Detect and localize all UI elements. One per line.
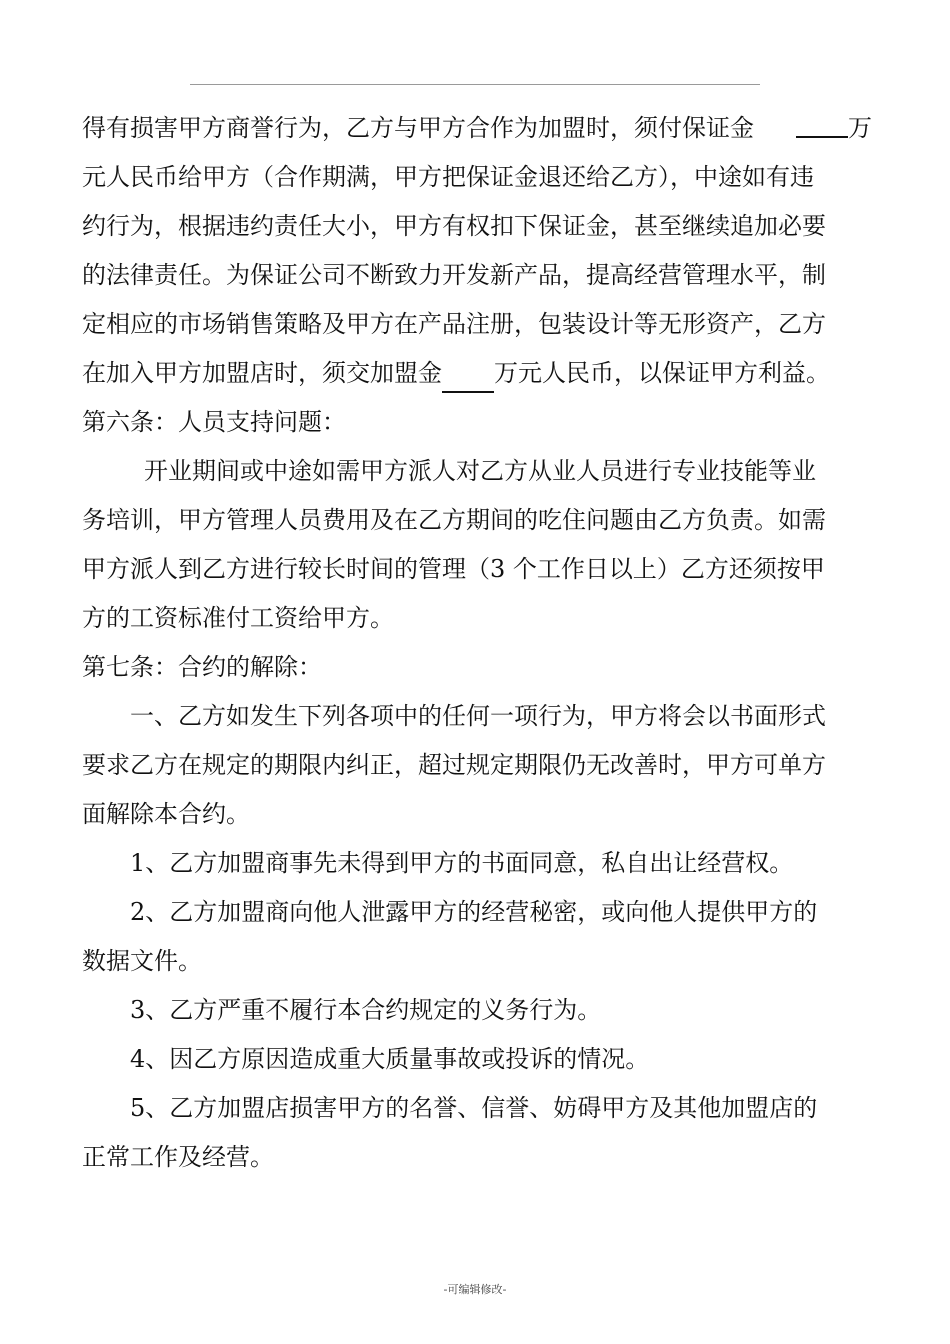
paragraph-line: 务培训，甲方管理人员费用及在乙方期间的吃住问题由乙方负责。如需 xyxy=(82,506,826,534)
paragraph-line: 正常工作及经营。 xyxy=(82,1143,274,1171)
paragraph-line: 一、乙方如发生下列各项中的任何一项行为，甲方将会以书面形式 xyxy=(130,702,826,730)
paragraph-line: 定相应的市场销售策略及甲方在产品注册，包装设计等无形资产，乙方 xyxy=(82,310,826,338)
section-heading-article-6: 第六条：人员支持问题： xyxy=(82,408,346,436)
list-item: 1、乙方加盟商事先未得到甲方的书面同意，私自出让经营权。 xyxy=(130,849,794,877)
paragraph-line: 的法律责任。为保证公司不断致力开发新产品，提高经营管理水平，制 xyxy=(82,261,826,289)
paragraph-line: 数据文件。 xyxy=(82,947,202,975)
paragraph-line: 甲方派人到乙方进行较长时间的管理（3 个工作日以上）乙方还须按甲 xyxy=(82,555,825,583)
paragraph-line: 方的工资标准付工资给甲方。 xyxy=(82,604,394,632)
list-item: 3、乙方严重不履行本合约规定的义务行为。 xyxy=(130,996,602,1024)
blank-field xyxy=(442,365,494,393)
paragraph-line xyxy=(82,349,872,398)
paragraph-line xyxy=(82,104,872,153)
text-segment xyxy=(796,104,872,153)
document-body xyxy=(82,104,872,1182)
page-footer: -可编辑修改- xyxy=(443,1283,507,1296)
header-rule xyxy=(190,84,760,85)
list-item: 4、因乙方原因造成重大质量事故或投诉的情况。 xyxy=(130,1045,650,1073)
text-segment: 万元人民币，以保证甲方利益。 xyxy=(494,359,830,387)
paragraph-line: 要求乙方在规定的期限内纠正，超过规定期限仍无改善时，甲方可单方 xyxy=(82,751,826,779)
section-heading-article-7: 第七条：合约的解除： xyxy=(82,653,322,681)
paragraph-line: 约行为，根据违约责任大小，甲方有权扣下保证金，甚至继续追加必要 xyxy=(82,212,826,240)
text-segment: 得有损害甲方商誉行为，乙方与甲方合作为加盟时，须付保证金 xyxy=(82,114,754,142)
blank-field xyxy=(796,110,848,138)
text-segment: 万 xyxy=(848,114,872,142)
paragraph-line: 面解除本合约。 xyxy=(82,800,250,828)
list-item: 5、乙方加盟店损害甲方的名誉、信誉、妨碍甲方及其他加盟店的 xyxy=(130,1094,818,1122)
paragraph-line: 开业期间或中途如需甲方派人对乙方从业人员进行专业技能等业 xyxy=(144,457,816,485)
list-item: 2、乙方加盟商向他人泄露甲方的经营秘密，或向他人提供甲方的 xyxy=(130,898,818,926)
text-segment: 在加入甲方加盟店时，须交加盟金 xyxy=(82,359,442,387)
paragraph-line: 元人民币给甲方（合作期满，甲方把保证金退还给乙方），中途如有违 xyxy=(82,163,814,191)
